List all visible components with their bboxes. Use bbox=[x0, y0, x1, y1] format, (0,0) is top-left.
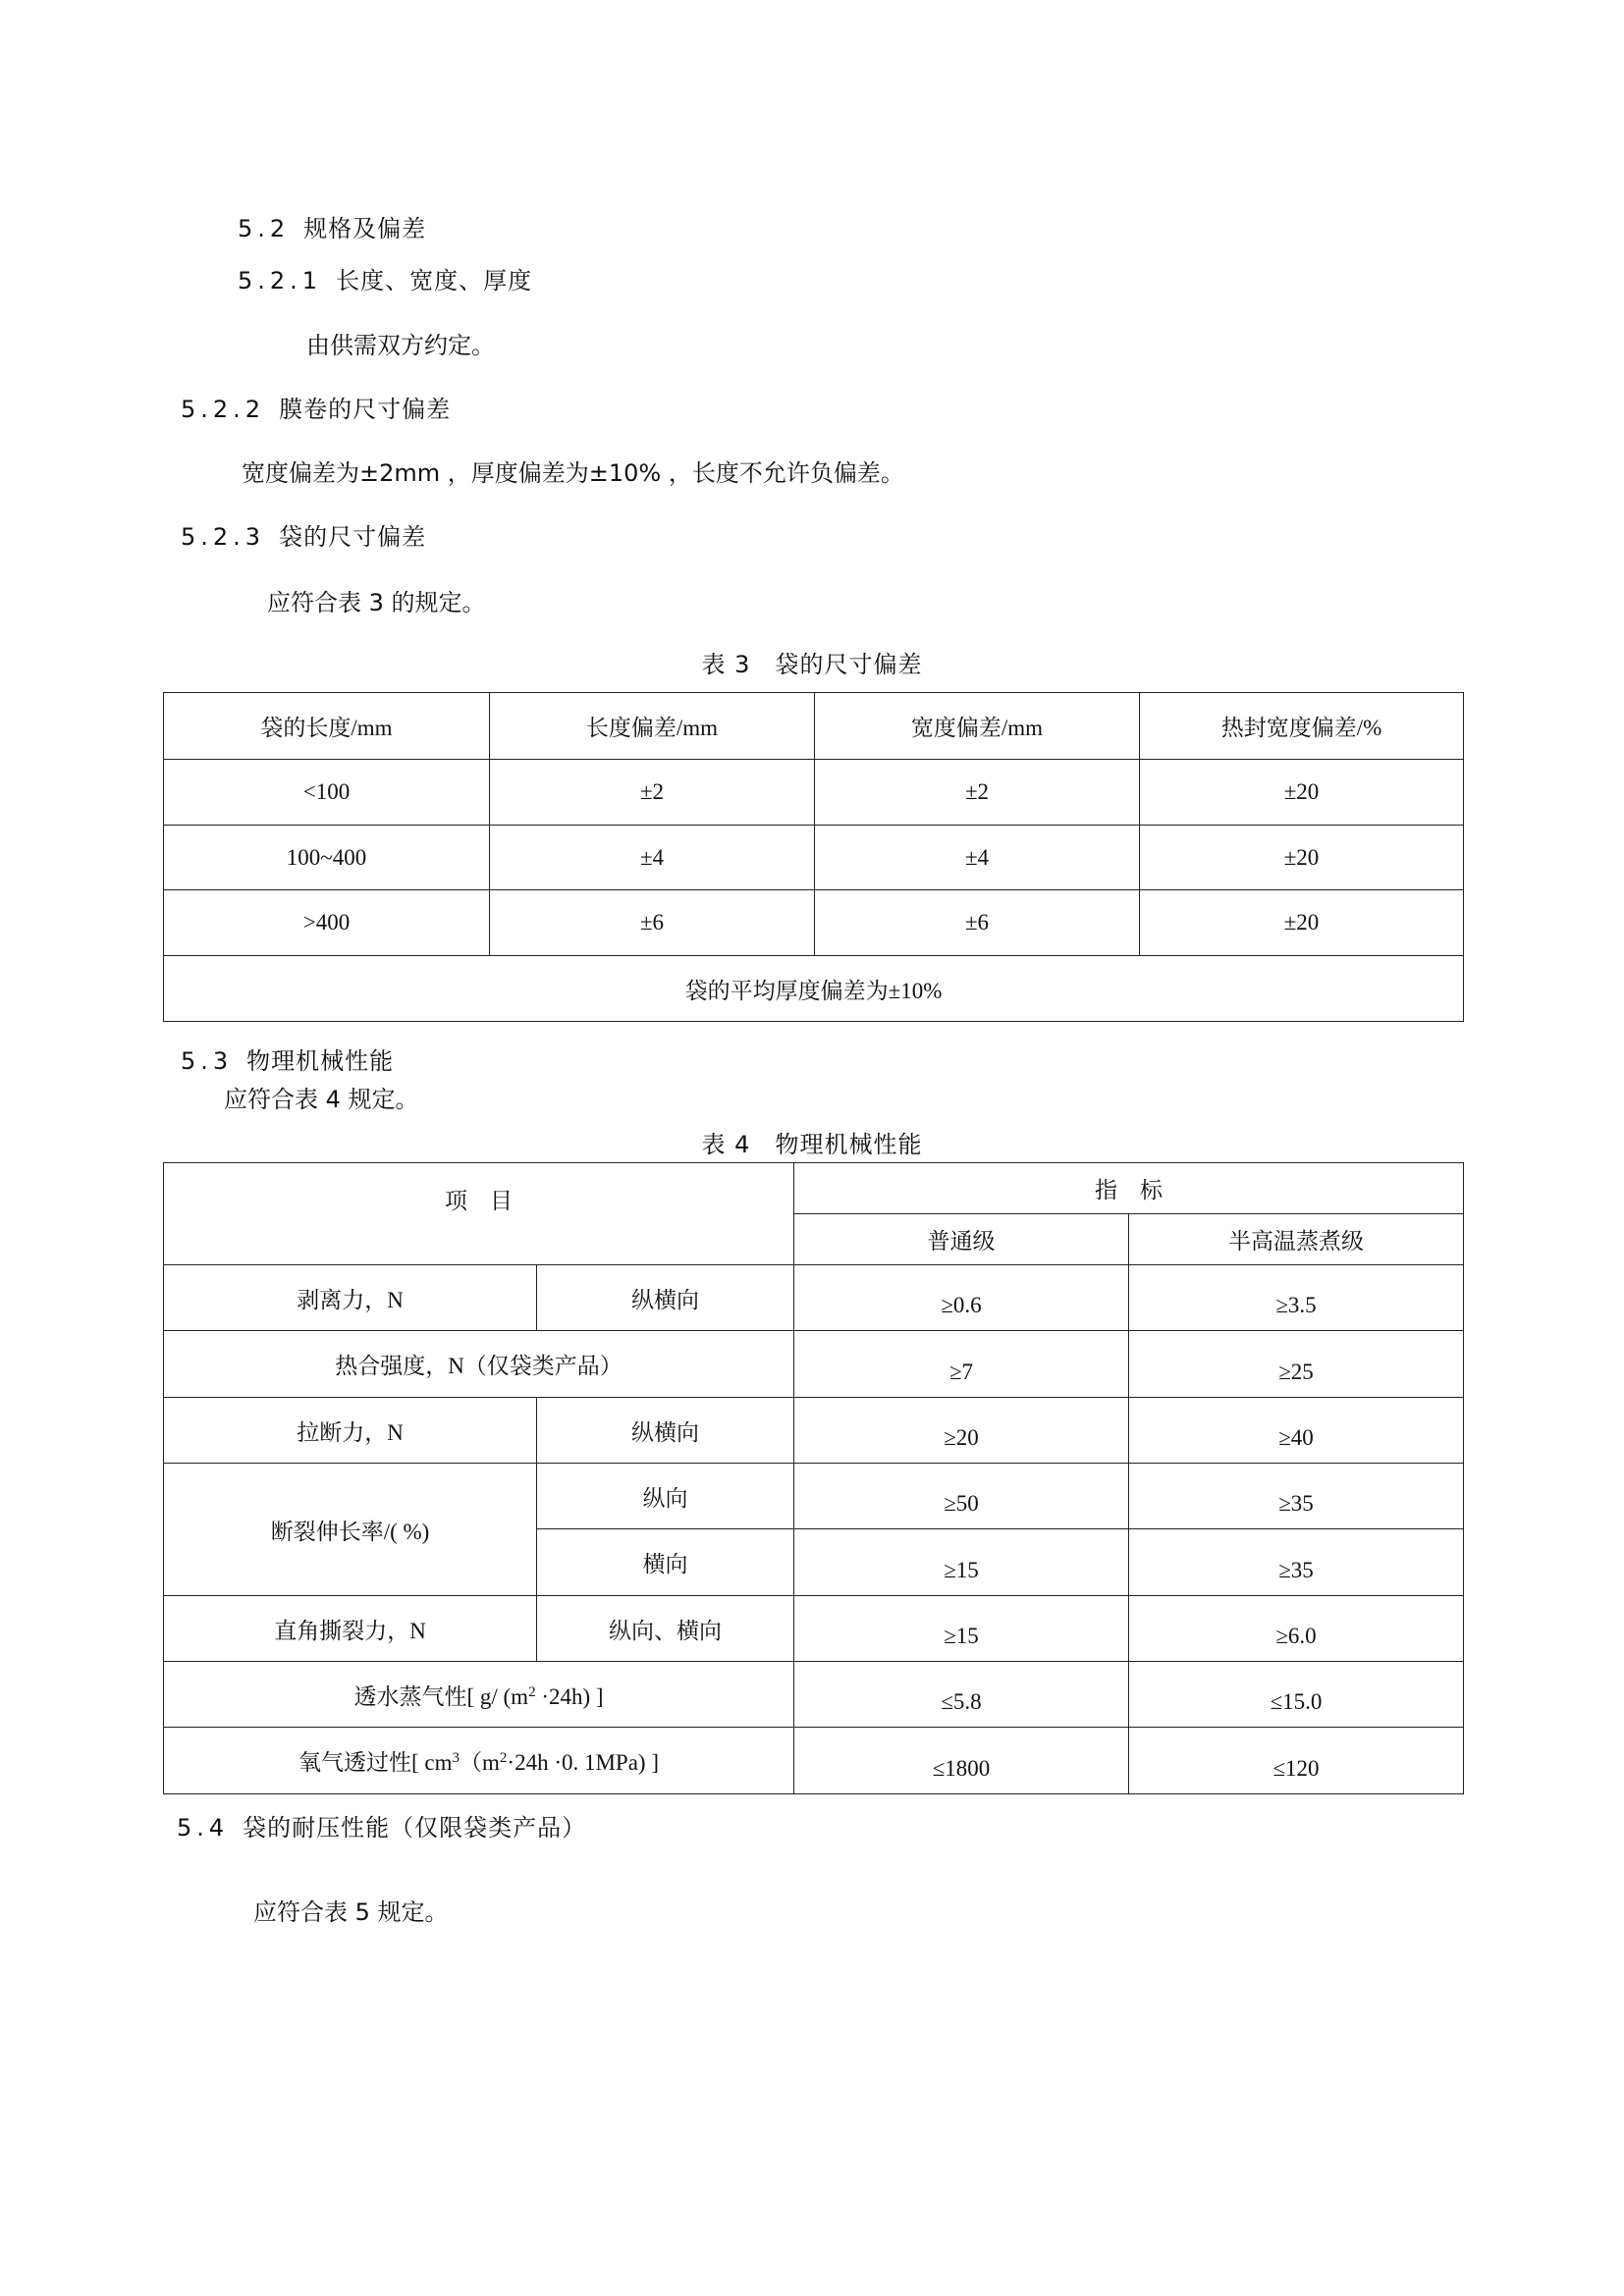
table-cell: 剥离力，N bbox=[164, 1265, 537, 1331]
table-4-header-grade: 普通级 bbox=[794, 1214, 1129, 1265]
section-5-3-body: 应符合表 4 规定。 bbox=[224, 1086, 419, 1113]
table-row bbox=[164, 1398, 1464, 1464]
table-4-header-index: 指 标 bbox=[794, 1163, 1464, 1214]
value: ≤15.0 bbox=[1270, 1689, 1323, 1714]
section-5-2-1-heading: 5.2.1 长度、宽度、厚度 bbox=[238, 267, 533, 294]
section-5-2-2-body: 宽度偏差为±2mm ，厚度偏差为±10% ，长度不允许负偏差。 bbox=[242, 459, 904, 487]
value: ≥35 bbox=[1278, 1557, 1314, 1582]
table-3-header-cell: 长度偏差/mm bbox=[490, 693, 815, 760]
table-row bbox=[164, 760, 1464, 826]
table-cell: 拉断力，N bbox=[164, 1398, 537, 1464]
section-5-2-heading: 5.2 规格及偏差 bbox=[238, 215, 427, 242]
table-cell: 纵横向 bbox=[537, 1265, 794, 1331]
section-5-2-3-heading: 5.2.3 袋的尺寸偏差 bbox=[181, 523, 427, 551]
table-3-header-cell: 宽度偏差/mm bbox=[815, 693, 1140, 760]
table-cell: 热合强度，N（仅袋类产品） bbox=[164, 1331, 794, 1398]
table-cell: 氧气透过性[ $cm^3(m^2\cdot 24h \cdot 0$. 1MPa) ] bbox=[164, 1728, 794, 1794]
table-cell: ±2 bbox=[815, 760, 1140, 826]
table-cell: ±4 bbox=[815, 826, 1140, 890]
table-cell: ±2 bbox=[490, 760, 815, 826]
table-3-note: 袋的平均厚度偏差为±10% bbox=[164, 956, 1464, 1022]
table-3-header-cell: 热封宽度偏差/% bbox=[1140, 693, 1464, 760]
table-cell: ±6 bbox=[815, 890, 1140, 956]
table-cell bbox=[1129, 1662, 1464, 1728]
table-cell bbox=[794, 1464, 1129, 1529]
table-row bbox=[164, 890, 1464, 956]
table-cell bbox=[794, 1728, 1129, 1794]
table-3-caption: 表 3 袋的尺寸偏差 bbox=[701, 651, 923, 678]
table-cell bbox=[794, 1398, 1129, 1464]
table-4 bbox=[163, 1162, 1464, 1794]
table-cell: <100 bbox=[164, 760, 490, 826]
table-cell: ±20 bbox=[1140, 890, 1464, 956]
table-cell bbox=[794, 1331, 1129, 1398]
table-cell bbox=[794, 1596, 1129, 1662]
table-row bbox=[164, 1464, 1464, 1529]
table-4-header-item: 项 目 bbox=[164, 1163, 794, 1265]
table-3-header-row bbox=[164, 693, 1464, 760]
table-row bbox=[164, 1596, 1464, 1662]
table-cell bbox=[1129, 1596, 1464, 1662]
table-cell: >400 bbox=[164, 890, 490, 956]
table-3 bbox=[163, 692, 1464, 1022]
table-cell: 直角撕裂力，N bbox=[164, 1596, 537, 1662]
table-cell: 100~400 bbox=[164, 826, 490, 890]
table-cell: 透水蒸气性[ g/ $(m^2 \cdot 24h)$ ] bbox=[164, 1662, 794, 1728]
value: ≤5.8 bbox=[941, 1689, 982, 1714]
value: ≥50 bbox=[944, 1491, 979, 1516]
table-row bbox=[164, 1662, 1464, 1728]
value: ≥40 bbox=[1278, 1425, 1314, 1450]
value: ≥15 bbox=[944, 1557, 979, 1582]
section-5-4-heading: 5.4 袋的耐压性能（仅限袋类产品） bbox=[177, 1814, 587, 1842]
table-4-header-grade: 半高温蒸煮级 bbox=[1129, 1214, 1464, 1265]
section-5-4-body: 应符合表 5 规定。 bbox=[253, 1898, 449, 1926]
table-cell: 断裂伸长率/( %) bbox=[164, 1464, 537, 1596]
table-row bbox=[164, 826, 1464, 890]
value: ≥3.5 bbox=[1275, 1293, 1317, 1317]
section-5-2-1-body: 由供需双方约定。 bbox=[306, 332, 495, 359]
table-3-note-row bbox=[164, 956, 1464, 1022]
table-row bbox=[164, 1265, 1464, 1331]
table-cell: 纵横向 bbox=[537, 1398, 794, 1464]
table-cell bbox=[1129, 1331, 1464, 1398]
section-5-2-2-heading: 5.2.2 膜卷的尺寸偏差 bbox=[181, 396, 452, 423]
table-cell: ±6 bbox=[490, 890, 815, 956]
value: ≥35 bbox=[1278, 1491, 1314, 1516]
table-row bbox=[164, 1331, 1464, 1398]
table-4-caption: 表 4 物理机械性能 bbox=[701, 1131, 923, 1158]
table-cell bbox=[794, 1265, 1129, 1331]
table-row bbox=[164, 1728, 1464, 1794]
table-cell: ±20 bbox=[1140, 826, 1464, 890]
value: ≤1800 bbox=[932, 1755, 991, 1781]
section-5-3-heading: 5.3 物理机械性能 bbox=[181, 1047, 395, 1075]
value: ≤120 bbox=[1272, 1755, 1320, 1781]
table-cell: 横向 bbox=[537, 1529, 794, 1596]
section-5-2-3-body: 应符合表 3 的规定。 bbox=[267, 589, 486, 616]
value: ≥25 bbox=[1278, 1359, 1314, 1384]
value: ≥7 bbox=[948, 1359, 974, 1384]
table-cell: 纵向、横向 bbox=[537, 1596, 794, 1662]
table-cell: 纵向 bbox=[537, 1464, 794, 1529]
table-cell bbox=[1129, 1464, 1464, 1529]
table-cell bbox=[1129, 1265, 1464, 1331]
table-cell bbox=[1129, 1398, 1464, 1464]
table-cell bbox=[794, 1529, 1129, 1596]
value: ≥15 bbox=[944, 1624, 979, 1648]
table-4-header-row bbox=[164, 1163, 1464, 1214]
table-3-header-cell: 袋的长度/mm bbox=[164, 693, 490, 760]
table-cell: ±4 bbox=[490, 826, 815, 890]
table-cell bbox=[794, 1662, 1129, 1728]
value: ≥0.6 bbox=[941, 1293, 982, 1317]
table-cell bbox=[1129, 1529, 1464, 1596]
table-cell bbox=[1129, 1728, 1464, 1794]
value: ≥20 bbox=[944, 1425, 979, 1450]
value: ≥6.0 bbox=[1275, 1624, 1317, 1648]
table-cell: ±20 bbox=[1140, 760, 1464, 826]
